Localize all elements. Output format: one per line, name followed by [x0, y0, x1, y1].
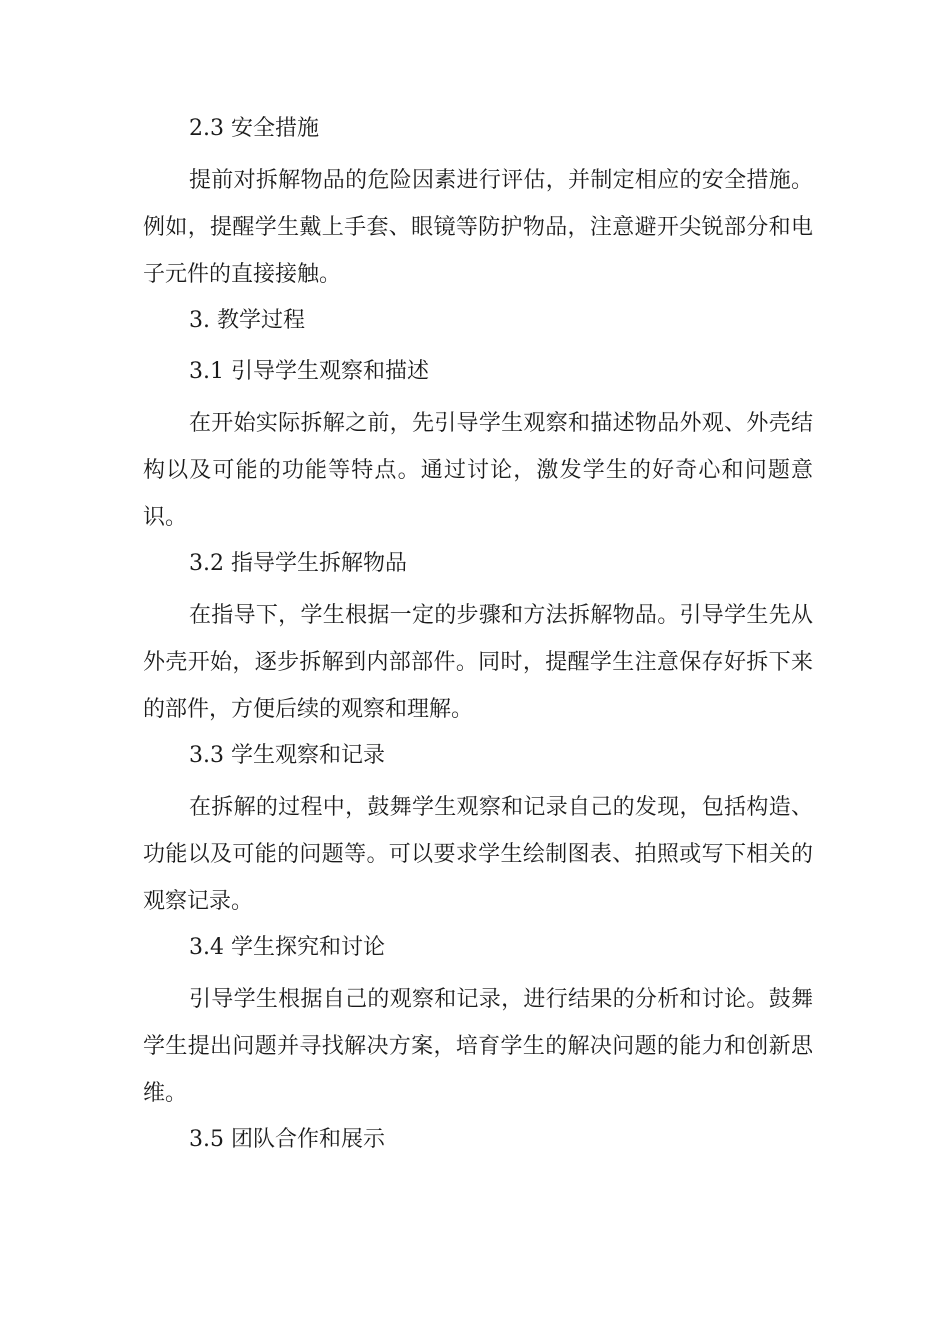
section-heading-2-3: 2.3 安全措施: [189, 116, 319, 141]
section-heading-3-4: 3.4 学生探究和讨论: [189, 935, 385, 960]
paragraph-explore-discuss: 引导学生根据自己的观察和记录，进行结果的分析和讨论。鼓舞学生提出问题并寻找解决方案，培育学生的解决问题的能力和创新思维。: [143, 987, 813, 1106]
section-heading-3-5: 3.5 团队合作和展示: [189, 1127, 385, 1152]
paragraph-observe-record: 在拆解的过程中，鼓舞学生观察和记录自己的发现，包括构造、功能以及可能的问题等。可以要求学生绘制图表、拍照或写下相关的观察记录。: [143, 795, 813, 914]
section-heading-3-1: 3.1 引导学生观察和描述: [189, 359, 429, 384]
section-heading-3: 3. 教学过程: [189, 308, 305, 333]
paragraph-guide-disassembly: 在指导下，学生根据一定的步骤和方法拆解物品。引导学生先从外壳开始，逐步拆解到内部部件。同时，提醒学生注意保存好拆下来的部件，方便后续的观察和理解。: [143, 603, 813, 722]
paragraph-safety-measures: 提前对拆解物品的危险因素进行评估，并制定相应的安全措施。例如，提醒学生戴上手套、眼镜等防护物品，注意避开尖锐部分和电子元件的直接接触。: [143, 168, 813, 287]
paragraph-observe-describe: 在开始实际拆解之前，先引导学生观察和描述物品外观、外壳结构以及可能的功能等特点。通过讨论，激发学生的好奇心和问题意识。: [143, 411, 813, 530]
section-heading-3-2: 3.2 指导学生拆解物品: [189, 551, 407, 576]
section-heading-3-3: 3.3 学生观察和记录: [189, 743, 385, 768]
document-body: [143, 112, 813, 1174]
